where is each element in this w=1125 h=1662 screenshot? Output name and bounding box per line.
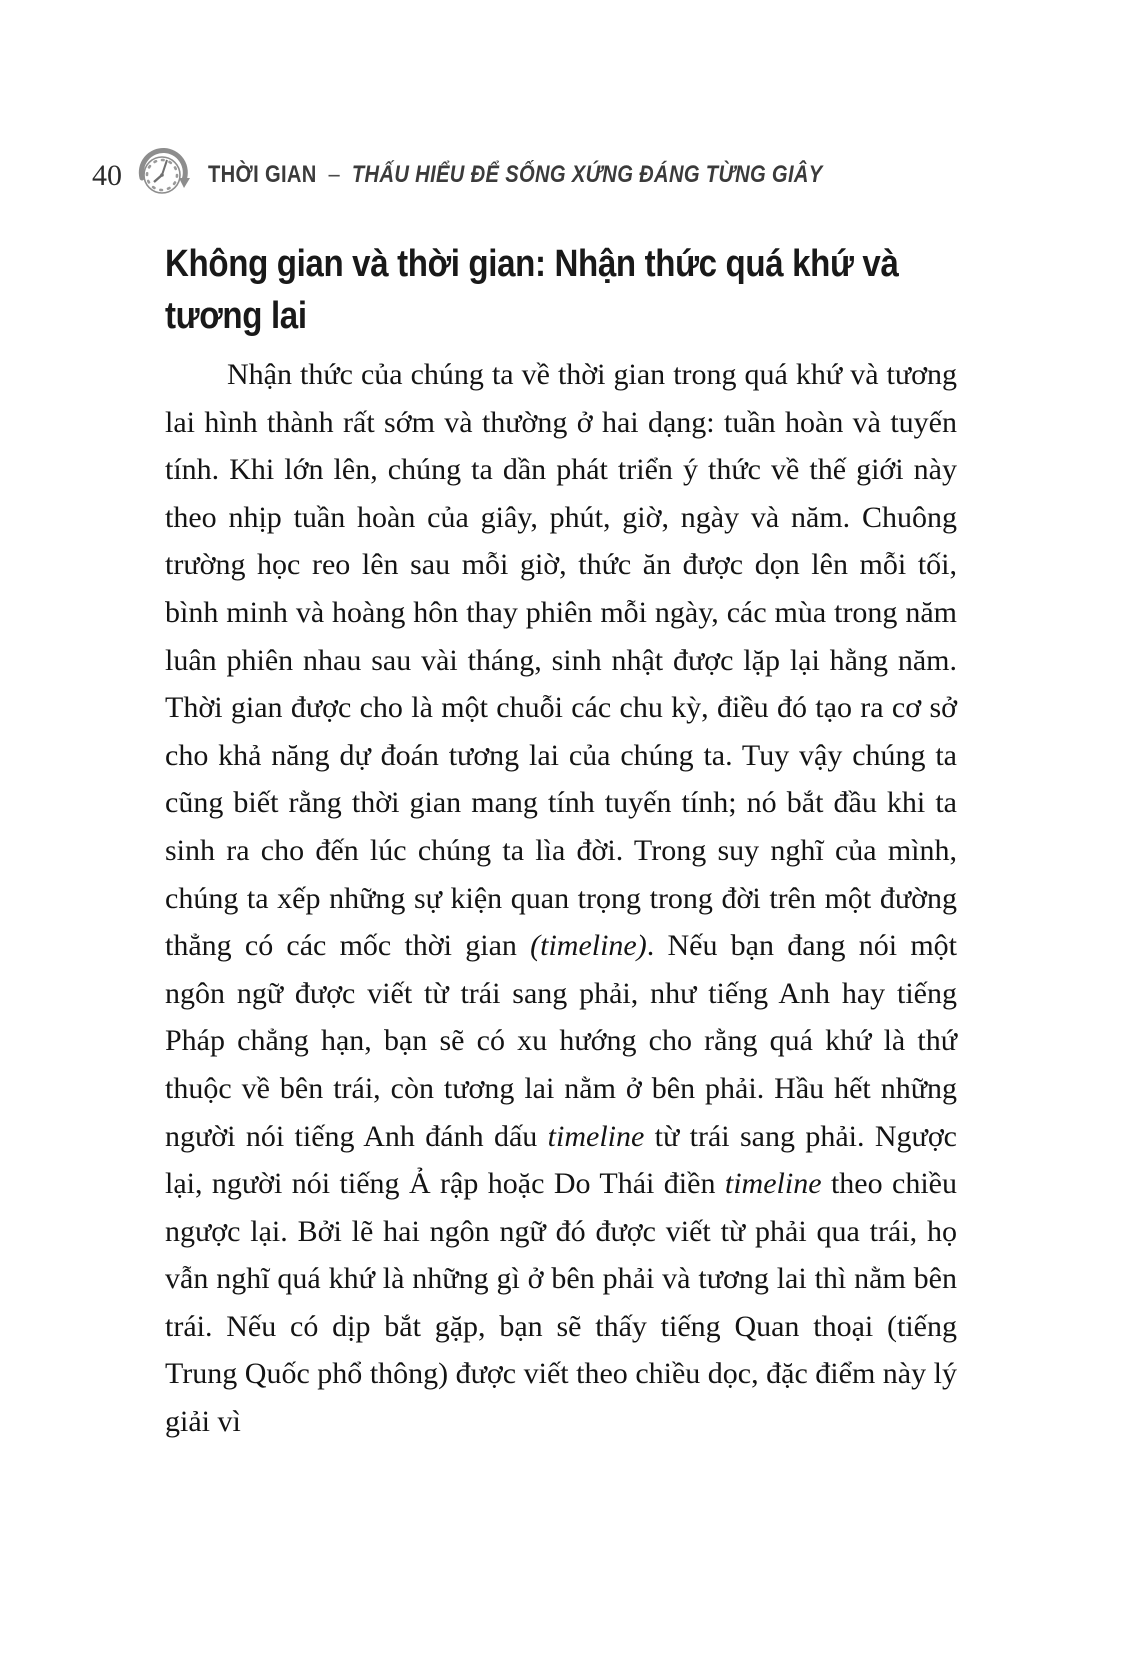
book-title-subtitle: THẤU HIỂU ĐỂ SỐNG XỨNG ĐÁNG TỪNG GIÂY bbox=[351, 161, 823, 188]
italic-term: (timeline) bbox=[530, 929, 647, 963]
body-paragraph bbox=[165, 351, 957, 1446]
section-heading-line2: tương lai bbox=[165, 295, 307, 337]
paragraph-text: . Nếu bạn đang nói một ngôn ngữ được viết từ trái sang phải, như tiếng Anh hay tiếng Pháp chẳng hạn, bạn sẽ có xu hướng cho rằng quá khứ là thứ thuộc về bên trái, còn tương lai nằm ở bên phải. Hầu hết những người nói tiếng Anh đánh dấu bbox=[165, 929, 958, 1153]
book-title-prefix: THỜI GIAN bbox=[208, 161, 317, 188]
italic-term: timeline bbox=[547, 1119, 645, 1153]
section-heading bbox=[165, 238, 1008, 342]
clock-icon bbox=[134, 145, 192, 203]
paragraph-text: theo chiều ngược lại. Bởi lẽ hai ngôn ngữ đó được viết từ phải qua trái, họ vẫn nghĩ quá khứ là những gì ở bên phải và tương lai thì nằm bên trái. Nếu có dịp bắt gặp, bạn sẽ thấy tiếng Quan thoại (tiếng Trung Quốc phổ thông) được viết theo chiều dọc, đặc điểm này lý giải vì bbox=[165, 1167, 957, 1439]
paragraph-text: từ trái sang phải. Ngược lại, người nói tiếng Ả rập hoặc Do Thái điền bbox=[165, 1119, 957, 1201]
page-header bbox=[92, 144, 940, 204]
paragraph-text: Nhận thức của chúng ta về thời gian trong quá khứ và tương lai hình thành rất sớm và thường ở hai dạng: tuần hoàn và tuyến tính. Khi lớn lên, chúng ta dần phát triển ý thức về thế giới này theo nhịp tuần hoàn của giây, phút, giờ, ngày và năm. Chuông trường học reo lên sau mỗi giờ, thức ăn được dọn lên mỗi tối, bình minh và hoàng hôn thay phiên mỗi ngày, các mùa trong năm luân phiên nhau sau vài tháng, sinh nhật được lặp lại hằng năm. Thời gian được cho là một chuỗi các chu kỳ, điều đó tạo ra cơ sở cho khả năng dự đoán tương lai của chúng ta. Tuy vậy chúng ta cũng biết rằng thời gian mang tính tuyến tính; nó bắt đầu khi ta sinh ra cho đến lúc chúng ta lìa đời. Trong suy nghĩ của mình, chúng ta xếp những sự kiện quan trọng trong đời trên một đường thẳng có các mốc thời gian bbox=[165, 358, 957, 963]
section-heading-line1: Không gian và thời gian: Nhận thức quá khứ và bbox=[165, 243, 899, 285]
book-title bbox=[208, 159, 823, 189]
page-number: 40 bbox=[92, 159, 122, 192]
italic-term: timeline bbox=[724, 1167, 822, 1201]
book-title-separator: – bbox=[328, 161, 341, 188]
